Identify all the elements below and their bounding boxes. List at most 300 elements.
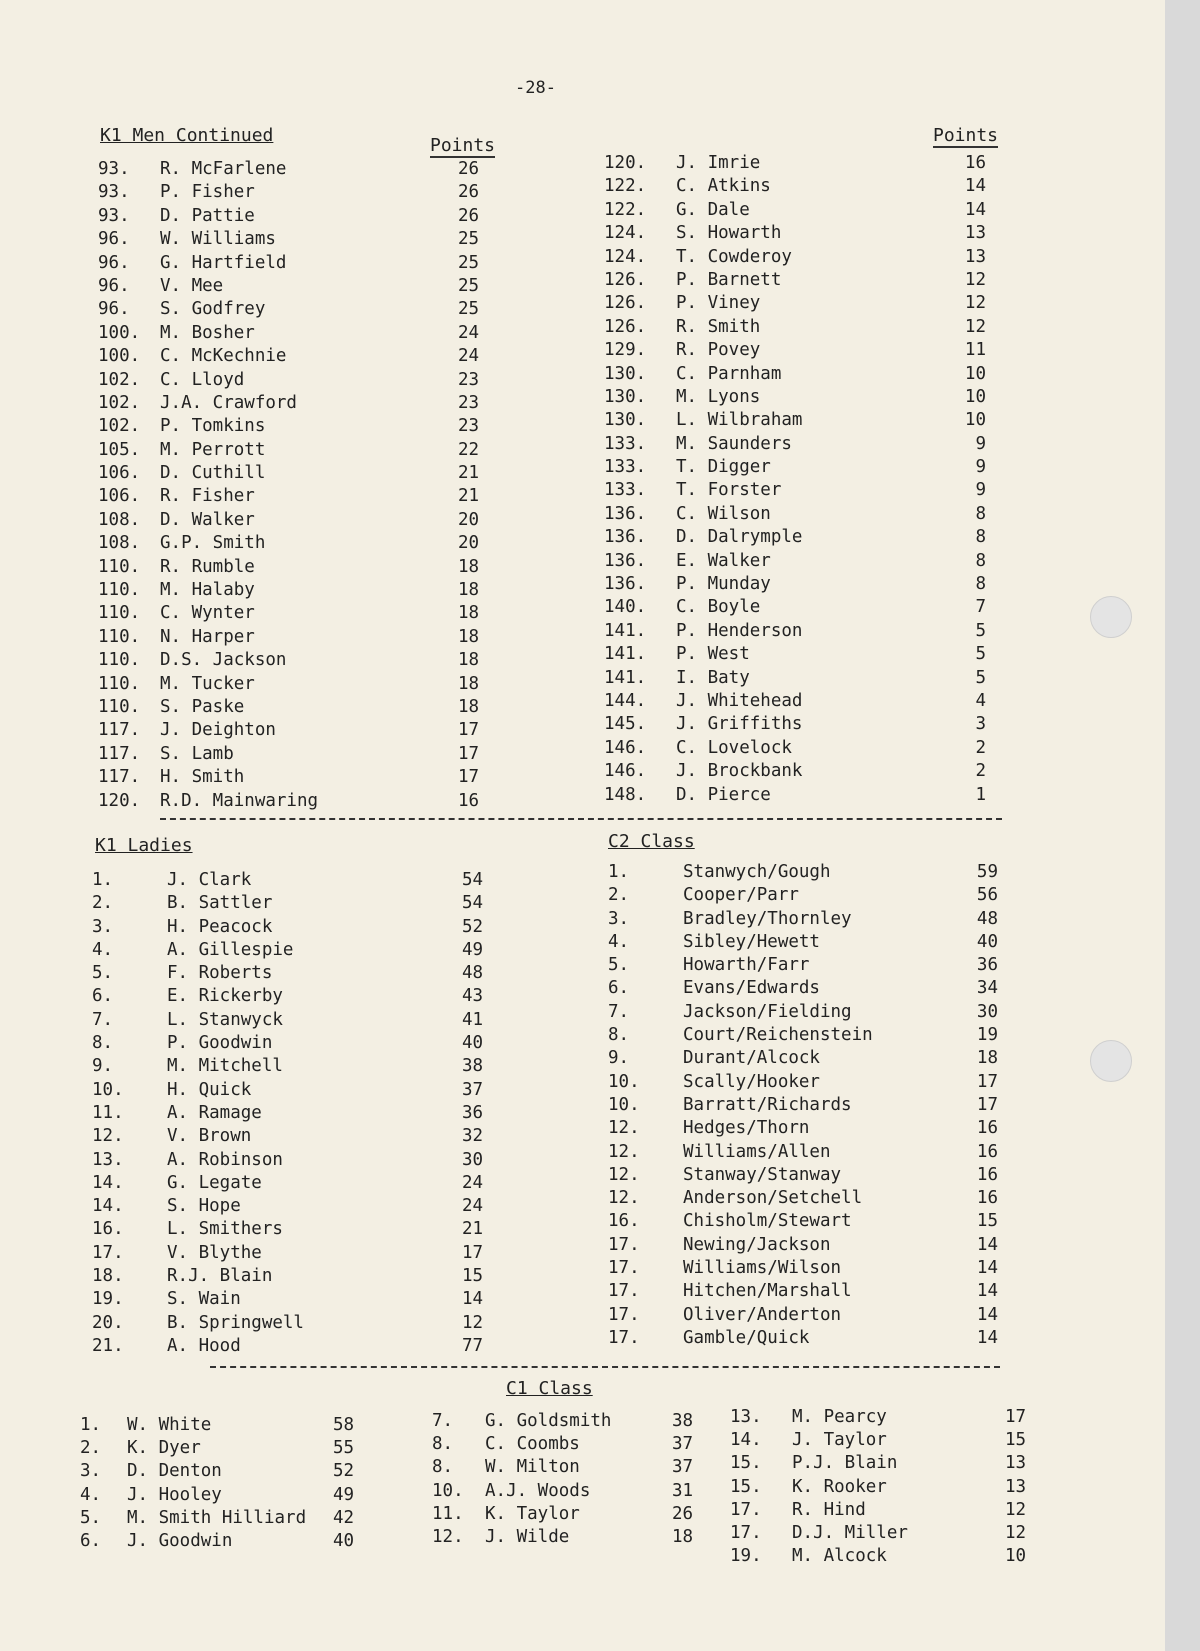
points-cell: 15 — [462, 1266, 484, 1287]
ranking-row — [92, 1173, 522, 1196]
ranking-row — [98, 744, 518, 767]
points-cell: 10 — [964, 386, 986, 407]
points-cell: 20 — [458, 509, 480, 530]
rank-cell: 106. — [98, 463, 141, 484]
k1-ladies-heading: K1 Ladies — [95, 835, 193, 856]
name-cell: M. Bosher — [160, 322, 255, 343]
points-cell: 18 — [458, 696, 480, 717]
rank-cell: 120. — [98, 790, 141, 811]
points-cell: 14 — [976, 1327, 998, 1348]
ranking-row — [98, 323, 518, 346]
rank-cell: 141. — [604, 620, 647, 641]
ranking-row — [80, 1485, 400, 1508]
name-cell: A. Hood — [167, 1335, 241, 1356]
name-cell: S. Lamb — [160, 743, 234, 764]
rank-cell: 93. — [98, 182, 130, 203]
k1-men-heading: K1 Men Continued — [100, 125, 274, 146]
ranking-row — [604, 340, 1004, 363]
ranking-row — [608, 1095, 1008, 1118]
name-cell: P. Barnett — [676, 269, 782, 290]
rank-cell: 124. — [604, 223, 647, 244]
name-cell: P.J. Blain — [792, 1453, 898, 1474]
name-cell: W. White — [127, 1415, 212, 1435]
ranking-row — [80, 1438, 400, 1461]
ranking-row — [92, 1010, 522, 1033]
points-cell: 43 — [462, 986, 484, 1007]
points-cell: 17 — [976, 1094, 998, 1115]
ranking-row — [604, 364, 1004, 387]
name-cell: Stanway/Stanway — [683, 1164, 842, 1185]
rank-cell: 1. — [80, 1415, 102, 1435]
ranking-row — [608, 978, 1008, 1001]
name-cell: V. Mee — [160, 275, 224, 296]
points-cell: 25 — [458, 252, 480, 273]
points-cell: 23 — [458, 392, 480, 413]
name-cell: P. Fisher — [160, 182, 255, 203]
name-cell: R. Fisher — [160, 486, 255, 507]
ranking-row — [92, 1243, 522, 1266]
rank-cell: 2. — [92, 893, 114, 914]
rank-cell: 110. — [98, 673, 141, 694]
name-cell: Court/Reichenstein — [683, 1025, 873, 1046]
ranking-row — [730, 1477, 1040, 1500]
points-cell: 25 — [458, 299, 480, 320]
ranking-row — [608, 1188, 1008, 1211]
points-cell: 14 — [976, 1281, 998, 1302]
ranking-row — [92, 1103, 522, 1126]
rank-cell: 3. — [80, 1461, 102, 1482]
rank-cell: 3. — [92, 916, 114, 937]
ranking-row — [98, 229, 518, 252]
points-cell: 37 — [462, 1079, 484, 1100]
ranking-row — [604, 785, 1004, 808]
ranking-row — [92, 963, 522, 986]
points-cell: 5 — [975, 667, 986, 688]
ranking-row — [98, 650, 518, 673]
ranking-row — [608, 1258, 1008, 1281]
rank-cell: 17. — [608, 1304, 640, 1325]
ranking-row — [604, 410, 1004, 433]
name-cell: K. Dyer — [127, 1438, 201, 1459]
ranking-row — [98, 580, 518, 603]
points-cell: 16 — [976, 1164, 998, 1185]
rank-cell: 105. — [98, 439, 141, 460]
name-cell: C. Lovelock — [676, 737, 792, 758]
points-cell: 16 — [976, 1118, 998, 1139]
ranking-row — [92, 1289, 522, 1312]
ranking-row — [604, 527, 1004, 550]
rank-cell: 16. — [92, 1219, 124, 1240]
rank-cell: 117. — [98, 743, 141, 764]
rank-cell: 136. — [604, 574, 647, 595]
name-cell: J. Whitehead — [676, 690, 803, 711]
rank-cell: 14. — [92, 1196, 124, 1217]
ranking-row — [608, 955, 1008, 978]
rank-cell: 96. — [98, 299, 130, 320]
points-cell: 16 — [964, 153, 986, 173]
rank-cell: 20. — [92, 1312, 124, 1333]
rank-cell: 12. — [432, 1526, 464, 1547]
rank-cell: 19. — [92, 1289, 124, 1310]
rank-cell: 7. — [92, 1009, 114, 1030]
rank-cell: 17. — [730, 1522, 762, 1543]
points-cell: 36 — [976, 955, 998, 976]
ranking-row — [92, 1080, 522, 1103]
rank-cell: 17. — [608, 1258, 640, 1279]
points-cell: 21 — [458, 486, 480, 507]
ranking-row — [98, 346, 518, 369]
ranking-row — [80, 1461, 400, 1484]
points-cell: 32 — [462, 1126, 484, 1147]
rank-cell: 102. — [98, 392, 141, 413]
rank-cell: 10. — [432, 1480, 464, 1501]
points-header-right: Points — [933, 125, 999, 146]
name-cell: C. Lloyd — [160, 369, 245, 390]
rank-cell: 96. — [98, 275, 130, 296]
name-cell: D. Pierce — [676, 784, 771, 805]
name-cell: J. Brockbank — [676, 761, 803, 782]
points-cell: 18 — [458, 556, 480, 577]
ranking-row — [604, 551, 1004, 574]
ranking-row — [92, 917, 522, 940]
points-cell: 41 — [462, 1009, 484, 1030]
points-cell: 23 — [458, 416, 480, 437]
ranking-row — [92, 986, 522, 1009]
name-cell: M. Alcock — [792, 1546, 887, 1567]
rank-cell: 17. — [608, 1327, 640, 1348]
k1-men-right-column — [604, 153, 1004, 808]
ranking-row — [98, 370, 518, 393]
name-cell: R. Rumble — [160, 556, 255, 577]
points-cell: 77 — [462, 1335, 484, 1356]
ranking-row — [608, 1048, 1008, 1071]
name-cell: D. Cuthill — [160, 463, 266, 484]
ranking-row — [604, 176, 1004, 199]
name-cell: L. Wilbraham — [676, 410, 803, 431]
ranking-row — [608, 932, 1008, 955]
ranking-row — [604, 621, 1004, 644]
rank-cell: 14. — [92, 1172, 124, 1193]
rank-cell: 5. — [92, 963, 114, 984]
ranking-row — [432, 1411, 732, 1434]
rank-cell: 110. — [98, 650, 141, 671]
name-cell: E. Rickerby — [167, 986, 283, 1007]
points-cell: 22 — [458, 439, 480, 460]
ranking-row — [92, 940, 522, 963]
name-cell: Durant/Alcock — [683, 1048, 820, 1069]
ranking-row — [98, 276, 518, 299]
ranking-row — [604, 738, 1004, 761]
name-cell: R. McFarlene — [160, 159, 287, 179]
points-cell: 52 — [333, 1461, 355, 1482]
rank-cell: 133. — [604, 480, 647, 501]
points-cell: 14 — [976, 1234, 998, 1255]
name-cell: E. Walker — [676, 550, 771, 571]
points-cell: 17 — [458, 720, 480, 741]
points-cell: 12 — [462, 1312, 484, 1333]
name-cell: L. Stanwyck — [167, 1009, 283, 1030]
name-cell: C. McKechnie — [160, 346, 287, 367]
name-cell: T. Digger — [676, 457, 771, 478]
ranking-row — [604, 714, 1004, 737]
points-cell: 26 — [458, 159, 480, 179]
name-cell: G. Legate — [167, 1172, 262, 1193]
rank-cell: 130. — [604, 386, 647, 407]
ranking-row — [604, 668, 1004, 691]
name-cell: A. Gillespie — [167, 939, 294, 960]
rank-cell: 1. — [92, 870, 114, 890]
ranking-row — [98, 182, 518, 205]
name-cell: Oliver/Anderton — [683, 1304, 842, 1325]
ranking-row — [730, 1523, 1040, 1546]
ranking-row — [432, 1481, 732, 1504]
points-cell: 2 — [975, 761, 986, 782]
name-cell: K. Taylor — [485, 1503, 580, 1524]
ranking-row — [92, 1150, 522, 1173]
rank-cell: 15. — [730, 1476, 762, 1497]
points-cell: 18 — [458, 673, 480, 694]
name-cell: S. Howarth — [676, 223, 782, 244]
ranking-row — [98, 791, 518, 814]
ranking-row — [98, 533, 518, 556]
points-cell: 24 — [458, 322, 480, 343]
rank-cell: 12. — [608, 1118, 640, 1139]
points-cell: 14 — [964, 176, 986, 197]
name-cell: J.A. Crawford — [160, 392, 297, 413]
points-cell: 40 — [976, 931, 998, 952]
rank-cell: 141. — [604, 644, 647, 665]
rank-cell: 100. — [98, 322, 141, 343]
name-cell: M. Lyons — [676, 386, 761, 407]
rank-cell: 4. — [608, 931, 630, 952]
name-cell: H. Quick — [167, 1079, 252, 1100]
name-cell: P. West — [676, 644, 750, 665]
rank-cell: 12. — [608, 1188, 640, 1209]
ranking-row — [432, 1527, 732, 1550]
points-cell: 48 — [976, 908, 998, 929]
rank-cell: 8. — [432, 1434, 454, 1455]
points-cell: 31 — [672, 1480, 694, 1501]
name-cell: S. Paske — [160, 696, 245, 717]
rank-cell: 130. — [604, 410, 647, 431]
name-cell: M. Saunders — [676, 433, 792, 454]
name-cell: C. Wynter — [160, 603, 255, 624]
name-cell: D.S. Jackson — [160, 650, 287, 671]
name-cell: R. Smith — [676, 316, 761, 337]
points-cell: 36 — [462, 1102, 484, 1123]
ranking-row — [730, 1500, 1040, 1523]
points-cell: 8 — [975, 503, 986, 524]
rank-cell: 10. — [92, 1079, 124, 1100]
rank-cell: 7. — [608, 1001, 630, 1022]
name-cell: D.J. Miller — [792, 1522, 908, 1543]
punch-hole — [1090, 1040, 1132, 1082]
rank-cell: 102. — [98, 416, 141, 437]
name-cell: F. Roberts — [167, 963, 273, 984]
ranking-row — [604, 223, 1004, 246]
name-cell: G.P. Smith — [160, 533, 266, 554]
rank-cell: 6. — [80, 1530, 102, 1551]
ranking-row — [98, 510, 518, 533]
points-cell: 21 — [462, 1219, 484, 1240]
name-cell: H. Smith — [160, 767, 245, 788]
points-cell: 56 — [976, 885, 998, 906]
rank-cell: 117. — [98, 720, 141, 741]
points-cell: 16 — [976, 1188, 998, 1209]
ranking-row — [80, 1531, 400, 1554]
name-cell: Scally/Hooker — [683, 1071, 820, 1092]
rank-cell: 146. — [604, 761, 647, 782]
rank-cell: 145. — [604, 714, 647, 735]
ranking-row — [730, 1546, 1040, 1569]
points-cell: 37 — [672, 1434, 694, 1455]
rank-cell: 16. — [608, 1211, 640, 1232]
points-cell: 14 — [964, 199, 986, 220]
rank-cell: 133. — [604, 433, 647, 454]
ranking-row — [432, 1457, 732, 1480]
name-cell: J. Deighton — [160, 720, 276, 741]
rank-cell: 8. — [608, 1025, 630, 1046]
name-cell: G. Hartfield — [160, 252, 287, 273]
punch-hole — [1090, 596, 1132, 638]
ranking-row — [608, 1072, 1008, 1095]
name-cell: P. Munday — [676, 574, 771, 595]
rank-cell: 12. — [92, 1126, 124, 1147]
name-cell: H. Peacock — [167, 916, 273, 937]
ranking-row — [604, 153, 1004, 176]
name-cell: Williams/Allen — [683, 1141, 831, 1162]
points-cell: 12 — [964, 293, 986, 314]
rank-cell: 93. — [98, 159, 130, 179]
points-cell: 38 — [462, 1056, 484, 1077]
ranking-row — [608, 1165, 1008, 1188]
name-cell: R. Hind — [792, 1499, 866, 1520]
points-cell: 37 — [672, 1457, 694, 1478]
name-cell: Howarth/Farr — [683, 955, 810, 976]
rank-cell: 11. — [432, 1503, 464, 1524]
points-cell: 12 — [1005, 1522, 1027, 1543]
ranking-row — [92, 1056, 522, 1079]
points-cell: 18 — [672, 1526, 694, 1547]
name-cell: Barratt/Richards — [683, 1094, 852, 1115]
name-cell: P. Tomkins — [160, 416, 266, 437]
ranking-row — [98, 603, 518, 626]
points-cell: 26 — [458, 182, 480, 203]
points-cell: 19 — [976, 1025, 998, 1046]
rank-cell: 3. — [608, 908, 630, 929]
name-cell: C. Wilson — [676, 503, 771, 524]
points-cell: 15 — [1005, 1430, 1027, 1451]
ranking-row — [92, 1313, 522, 1336]
ranking-row — [92, 1336, 522, 1359]
points-cell: 2 — [975, 737, 986, 758]
rank-cell: 7. — [432, 1411, 454, 1431]
name-cell: A. Ramage — [167, 1102, 262, 1123]
ranking-row — [92, 870, 522, 893]
name-cell: R. Povey — [676, 340, 761, 361]
c1-class-column-3 — [730, 1407, 1040, 1569]
ranking-row — [604, 270, 1004, 293]
name-cell: M. Perrott — [160, 439, 266, 460]
points-cell: 14 — [976, 1304, 998, 1325]
ranking-row — [98, 159, 518, 182]
name-cell: Cooper/Parr — [683, 885, 799, 906]
points-cell: 48 — [462, 963, 484, 984]
name-cell: Jackson/Fielding — [683, 1001, 852, 1022]
ranking-row — [98, 486, 518, 509]
points-cell: 38 — [672, 1411, 694, 1431]
rank-cell: 5. — [608, 955, 630, 976]
name-cell: D. Denton — [127, 1461, 222, 1482]
points-cell: 18 — [458, 626, 480, 647]
points-cell: 49 — [333, 1484, 355, 1505]
name-cell: W. Milton — [485, 1457, 580, 1478]
k1-men-left-column — [98, 159, 518, 814]
points-cell: 5 — [975, 620, 986, 641]
points-cell: 18 — [458, 650, 480, 671]
points-cell: 13 — [964, 223, 986, 244]
ranking-row — [98, 557, 518, 580]
points-cell: 17 — [976, 1071, 998, 1092]
points-cell: 40 — [462, 1033, 484, 1054]
ranking-row — [608, 1281, 1008, 1304]
name-cell: R.J. Blain — [167, 1266, 273, 1287]
rank-cell: 8. — [432, 1457, 454, 1478]
points-cell: 13 — [964, 246, 986, 267]
name-cell: J. Griffiths — [676, 714, 803, 735]
points-cell: 4 — [975, 690, 986, 711]
points-cell: 24 — [462, 1172, 484, 1193]
rank-cell: 9. — [92, 1056, 114, 1077]
rank-cell: 6. — [608, 978, 630, 999]
points-cell: 12 — [964, 316, 986, 337]
rank-cell: 2. — [80, 1438, 102, 1459]
ranking-row — [604, 597, 1004, 620]
section-divider — [210, 1366, 1000, 1368]
points-cell: 30 — [462, 1149, 484, 1170]
rank-cell: 1. — [608, 862, 630, 882]
points-cell: 10 — [964, 410, 986, 431]
ranking-row — [604, 504, 1004, 527]
rank-cell: 12. — [608, 1141, 640, 1162]
name-cell: G. Goldsmith — [485, 1411, 612, 1431]
name-cell: Bradley/Thornley — [683, 908, 852, 929]
rank-cell: 144. — [604, 690, 647, 711]
points-cell: 16 — [976, 1141, 998, 1162]
ranking-row — [730, 1430, 1040, 1453]
name-cell: B. Springwell — [167, 1312, 304, 1333]
ranking-row — [98, 393, 518, 416]
points-cell: 26 — [672, 1503, 694, 1524]
name-cell: D. Walker — [160, 509, 255, 530]
name-cell: J. Goodwin — [127, 1530, 233, 1551]
ranking-row — [604, 317, 1004, 340]
name-cell: Newing/Jackson — [683, 1234, 831, 1255]
rank-cell: 10. — [608, 1094, 640, 1115]
points-cell: 10 — [1005, 1546, 1027, 1567]
points-cell: 3 — [975, 714, 986, 735]
points-cell: 14 — [462, 1289, 484, 1310]
rank-cell: 8. — [92, 1033, 114, 1054]
name-cell: V. Brown — [167, 1126, 252, 1147]
rank-cell: 5. — [80, 1507, 102, 1528]
ranking-row — [92, 1219, 522, 1242]
name-cell: M. Mitchell — [167, 1056, 283, 1077]
ranking-row — [92, 1196, 522, 1219]
rank-cell: 126. — [604, 293, 647, 314]
points-cell: 18 — [458, 603, 480, 624]
c1-class-column-2 — [432, 1411, 732, 1550]
